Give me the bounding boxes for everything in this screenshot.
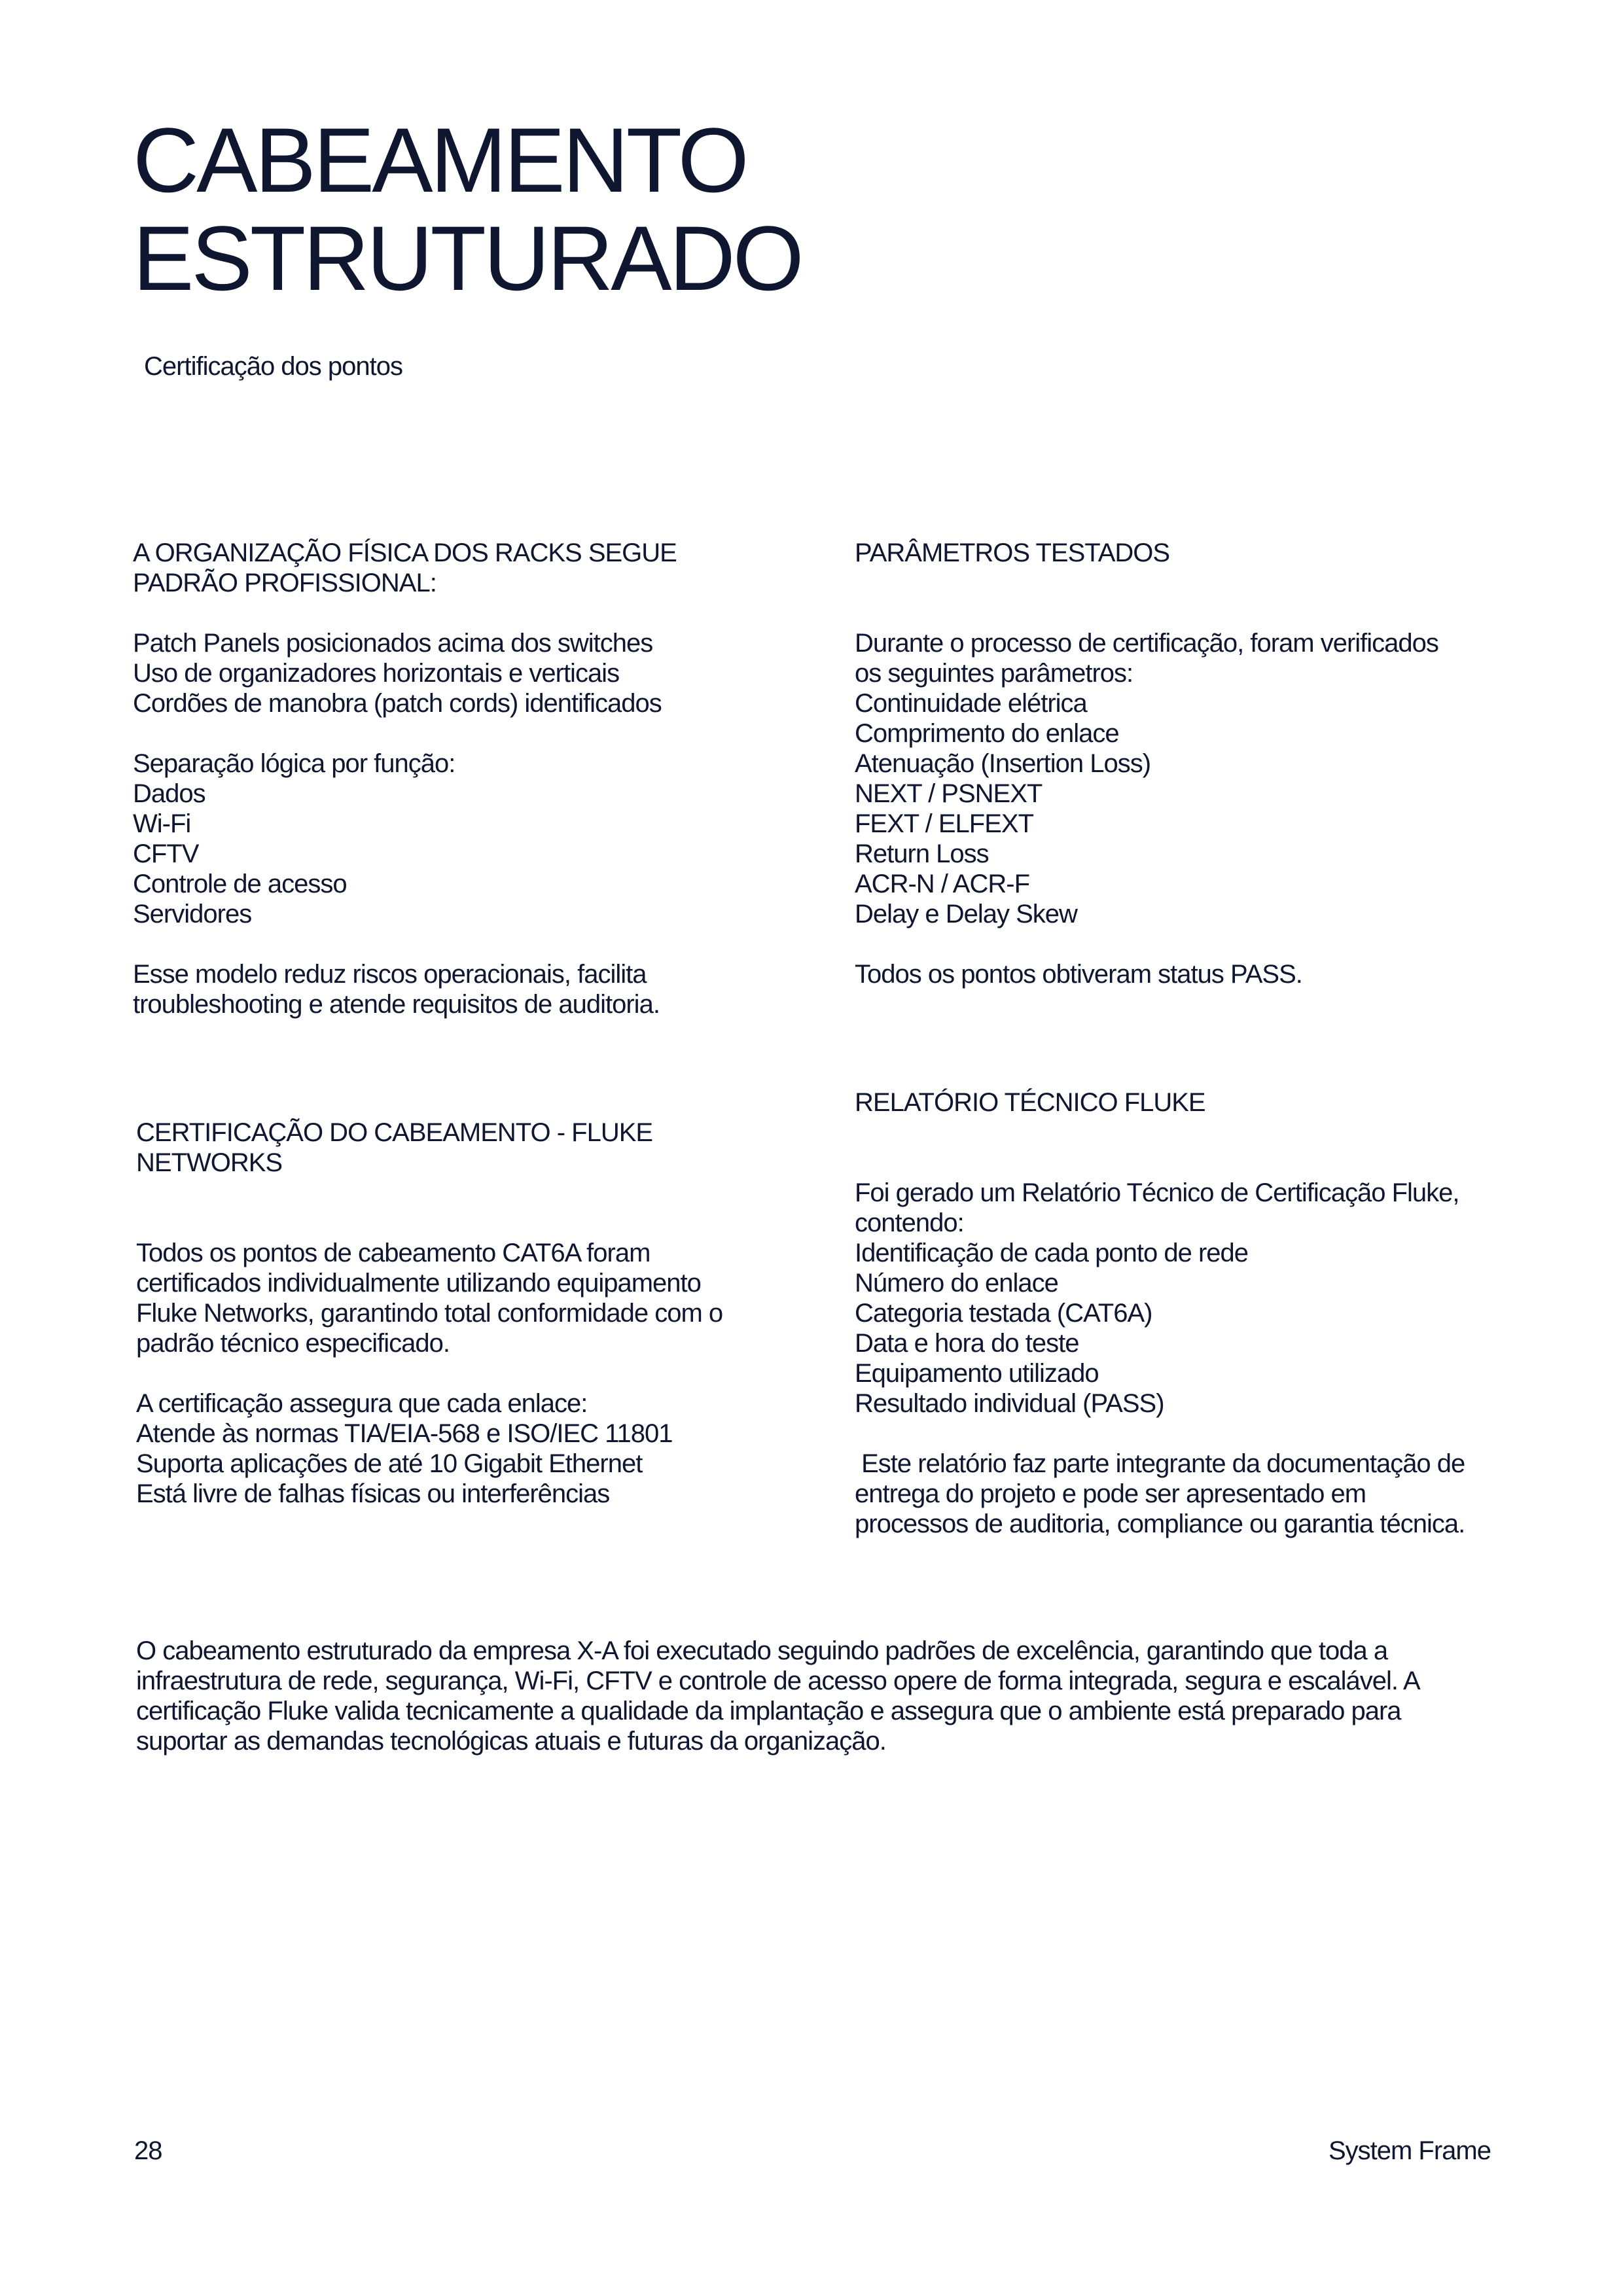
parametros-heading: PARÂMETROS TESTADOS [855,539,1170,567]
racks-closing-line: Esse modelo reduz riscos operacionais, facilita [133,960,647,989]
relatorio-heading: RELATÓRIO TÉCNICO FLUKE [855,1088,1205,1117]
fluke-cert-heading-line: CERTIFICAÇÃO DO CABEAMENTO - FLUKE [136,1118,653,1147]
racks-list-intro: Separação lógica por função: [133,749,455,778]
parametros-intro-line: Durante o processo de certificação, foram verificados [855,629,1438,658]
fluke-cert-para-line: certificados individualmente utilizando equipamento [136,1269,701,1298]
fluke-cert-item: Está livre de falhas físicas ou interferências [136,1479,610,1508]
relatorio-closing-line: processos de auditoria, compliance ou garantia técnica. [855,1510,1465,1538]
relatorio-intro-line: Foi gerado um Relatório Técnico de Certificação Fluke, [855,1178,1459,1207]
section-racks [133,538,787,1019]
racks-function-item: Controle de acesso [133,870,347,898]
relatorio-body [855,1178,1509,1539]
racks-closing-line: troubleshooting e atende requisitos de auditoria. [133,990,660,1019]
fluke-cert-item: Atende às normas TIA/EIA-568 e ISO/IEC 11801 [136,1419,673,1448]
parametros-item: Delay e Delay Skew [855,900,1077,928]
summary-line: O cabeamento estruturado da empresa X-A foi executado seguindo padrões de excelência, garantindo que toda a [136,1636,1388,1665]
relatorio-item: Categoria testada (CAT6A) [855,1299,1152,1328]
parametros-item: Atenuação (Insertion Loss) [855,749,1151,778]
racks-heading [133,538,787,598]
parametros-body [855,628,1509,989]
relatorio-item: Equipamento utilizado [855,1359,1099,1388]
relatorio-intro-line: contendo: [855,1209,964,1237]
fluke-cert-para-line: padrão técnico especificado. [136,1329,450,1358]
racks-function-item: Wi-Fi [133,809,191,838]
summary-paragraph [136,1636,1510,1756]
parametros-item: NEXT / PSNEXT [855,779,1043,808]
summary-line: certificação Fluke valida tecnicamente a qualidade da implantação e assegura que o ambiente está preparado para [136,1697,1401,1725]
parametros-item: Comprimento do enlace [855,719,1119,748]
page-number: 28 [134,2136,162,2165]
footer-brand: System Frame [1328,2136,1491,2165]
fluke-cert-intro: A certificação assegura que cada enlace: [136,1389,588,1418]
summary-line: infraestrutura de rede, segurança, Wi-Fi, CFTV e controle de acesso opere de forma integrada, segura e escalável. A [136,1667,1420,1695]
relatorio-item: Identificação de cada ponto de rede [855,1239,1249,1267]
parametros-intro-line: os seguintes parâmetros: [855,659,1133,688]
fluke-cert-body [136,1238,791,1509]
racks-function-item: CFTV [133,839,199,868]
fluke-cert-para-line: Fluke Networks, garantindo total conformidade com o [136,1299,723,1328]
section-relatorio [855,1087,1509,1539]
section-parametros [855,538,1509,989]
racks-list-item: Uso de organizadores horizontais e verticais [133,659,620,688]
summary-line: suportar as demandas tecnológicas atuais e futuras da organização. [136,1727,886,1756]
fluke-cert-heading-line: NETWORKS [136,1148,283,1177]
racks-function-item: Dados [133,779,205,808]
parametros-item: FEXT / ELFEXT [855,809,1033,838]
relatorio-item: Data e hora do teste [855,1329,1079,1358]
racks-body [133,628,787,1019]
title-line-1: CABEAMENTO [133,109,747,211]
racks-heading-line: A ORGANIZAÇÃO FÍSICA DOS RACKS SEGUE [133,539,677,567]
fluke-cert-para-line: Todos os pontos de cabeamento CAT6A foram [136,1239,651,1267]
relatorio-item: Número do enlace [855,1269,1058,1298]
relatorio-closing-line: Este relatório faz parte integrante da documentação de [855,1449,1465,1478]
parametros-item: ACR-N / ACR-F [855,870,1029,898]
relatorio-closing-line: entrega do projeto e pode ser apresentado em [855,1479,1366,1508]
racks-list-item: Cordões de manobra (patch cords) identificados [133,689,662,718]
racks-heading-line: PADRÃO PROFISSIONAL: [133,569,437,597]
racks-function-item: Servidores [133,900,252,928]
fluke-cert-heading [136,1118,791,1178]
page-subtitle: Certificação dos pontos [144,352,403,381]
page-title [133,111,802,308]
relatorio-item: Resultado individual (PASS) [855,1389,1164,1418]
parametros-item: Return Loss [855,839,989,868]
parametros-closing: Todos os pontos obtiveram status PASS. [855,960,1302,989]
fluke-cert-item: Suporta aplicações de até 10 Gigabit Ethernet [136,1449,643,1478]
section-fluke-cert [136,1118,791,1509]
parametros-item: Continuidade elétrica [855,689,1087,718]
racks-list-item: Patch Panels posicionados acima dos switches [133,629,653,658]
title-line-2: ESTRUTURADO [133,207,802,309]
